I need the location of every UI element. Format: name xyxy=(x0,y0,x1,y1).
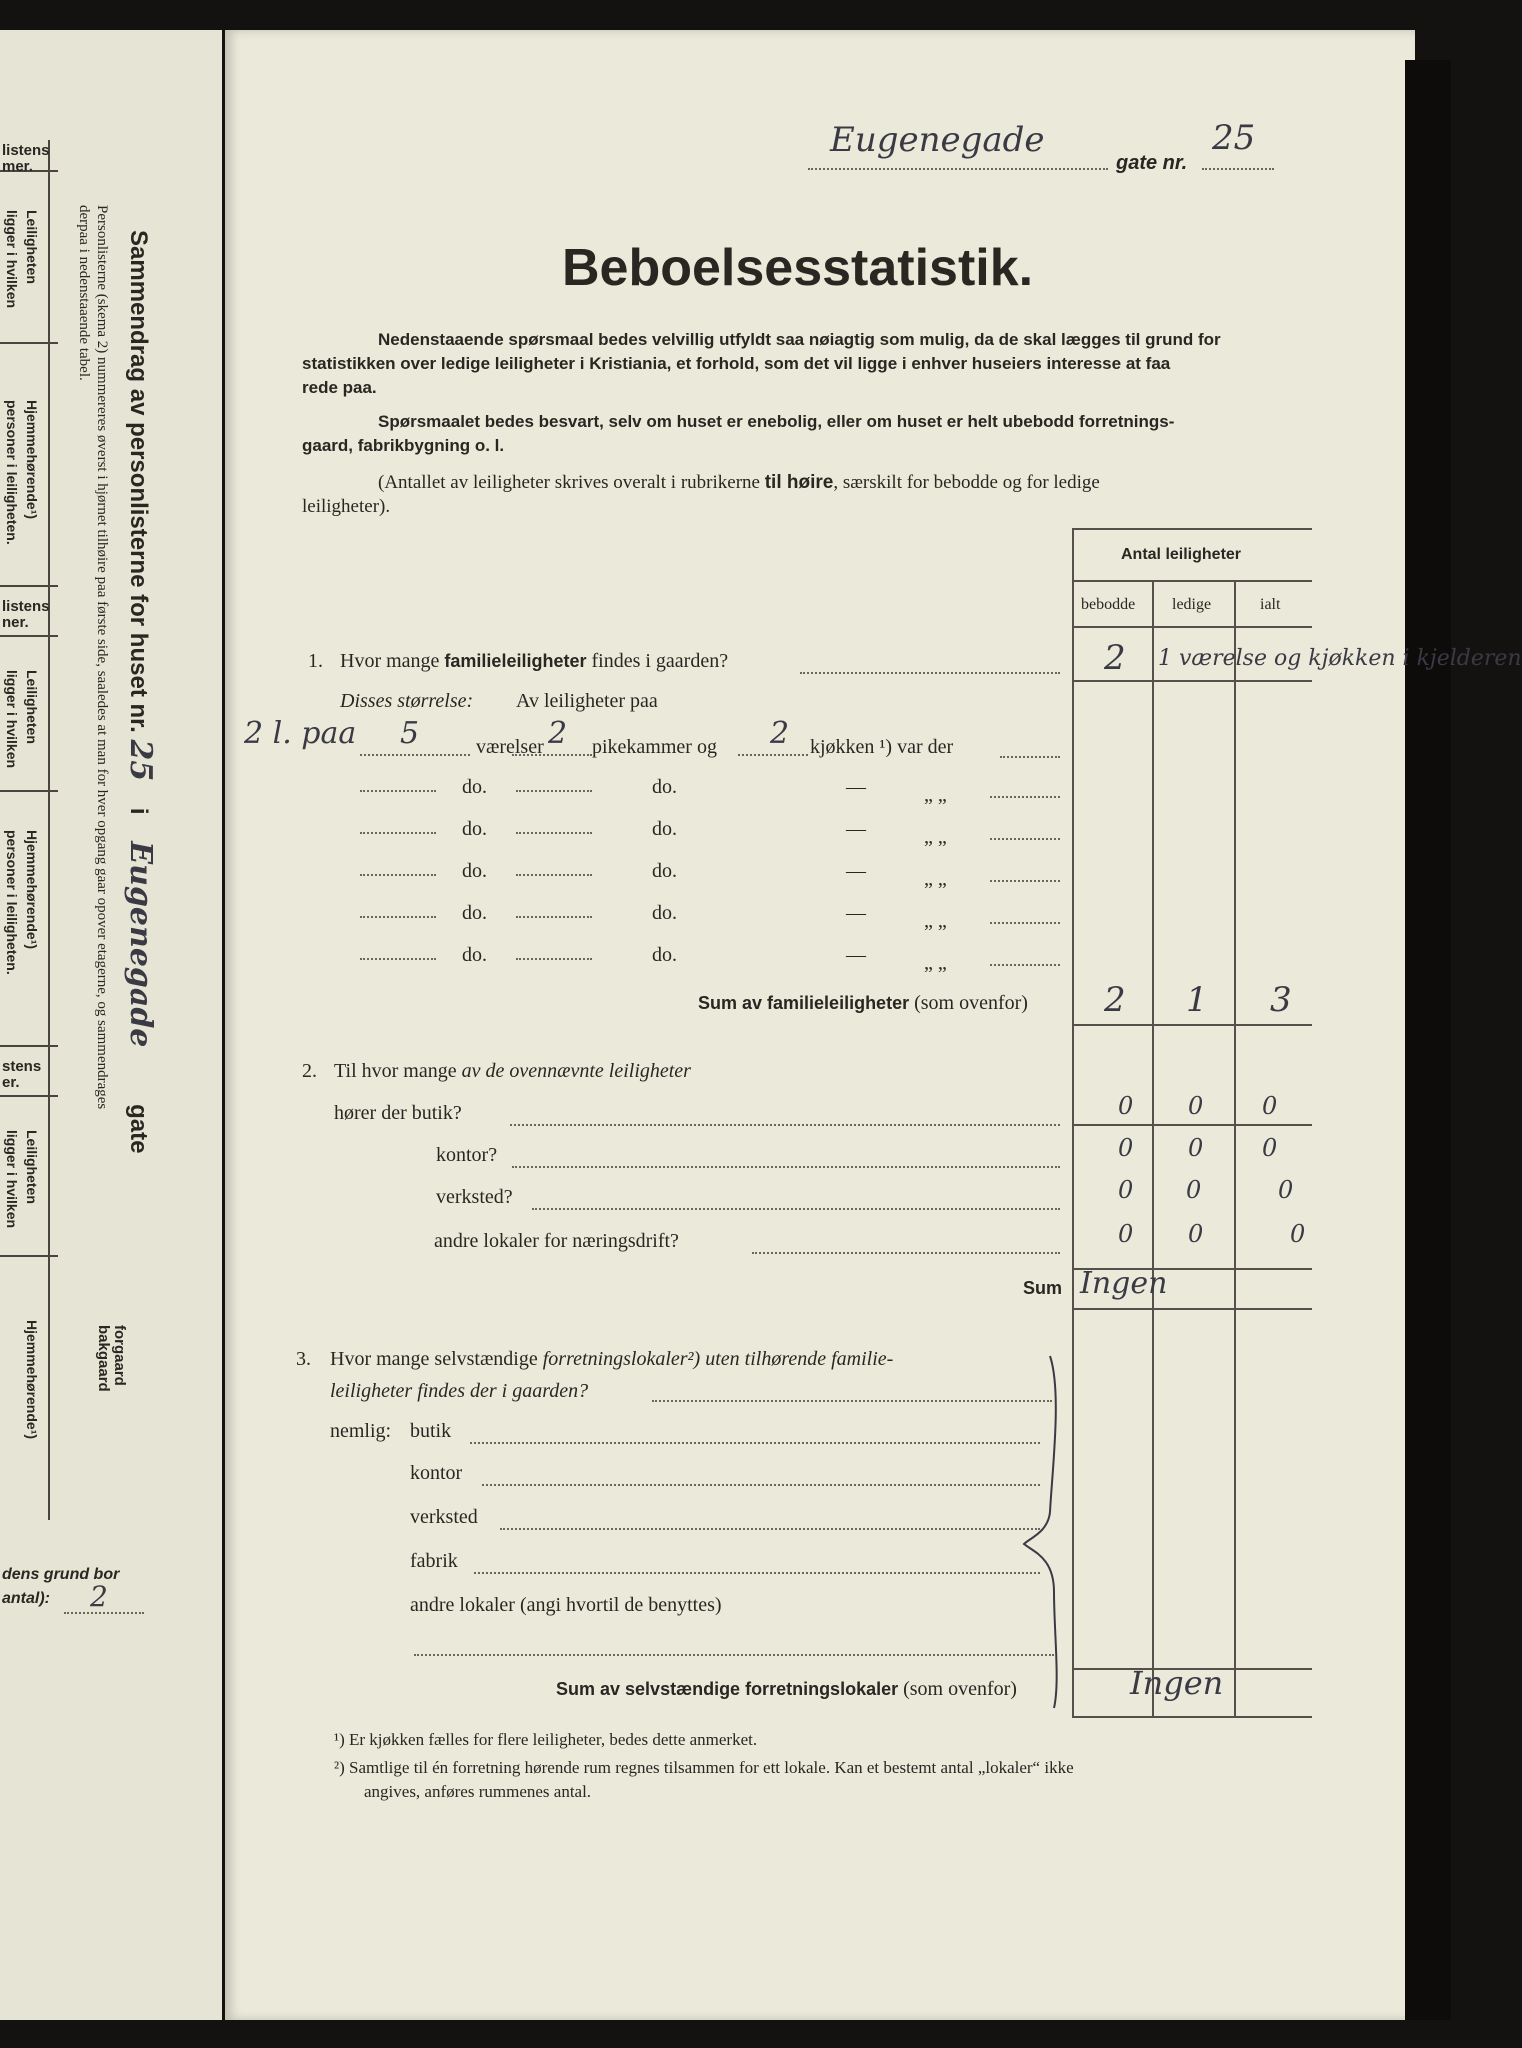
left-hline xyxy=(0,790,58,792)
left-col-label: Hjemmehørende¹) xyxy=(24,400,40,520)
q1-sum-bebodde: 2 xyxy=(1104,980,1126,1020)
q2-row-label: hører der butik? xyxy=(334,1102,462,1124)
left-col-label: personer i leiligheten. xyxy=(4,400,20,545)
left-col-heading: stens xyxy=(2,1058,42,1075)
q2-question xyxy=(334,1060,691,1083)
do-label: do. xyxy=(462,776,487,798)
do-row-dots xyxy=(360,874,436,876)
do-label: do. xyxy=(652,902,677,924)
q1-row1-rooms: 5 xyxy=(400,716,420,751)
q3-question xyxy=(330,1348,893,1371)
intro-line: gaard, fabrikbygning o. l. xyxy=(302,436,505,455)
left-hline xyxy=(0,1095,58,1097)
left-hline xyxy=(0,1045,58,1047)
q1-row1-dots xyxy=(738,754,808,756)
q1-row1-vaerelser: værelser xyxy=(476,736,544,758)
q1-row1-dots xyxy=(1000,756,1060,758)
q3-italic-text: forretningslokaler²) uten tilhørende familie- xyxy=(542,1348,894,1370)
table-row-line xyxy=(1072,1716,1312,1718)
spine-heading-number: 25 xyxy=(123,739,158,782)
left-col-label: ligger i hvilken xyxy=(4,210,20,309)
left-col-label: Hjemmehørende¹) xyxy=(24,830,40,950)
q1-number: 1. xyxy=(308,650,323,672)
page-edge-shadow xyxy=(1405,60,1451,2020)
q3-number: 3. xyxy=(296,1348,311,1370)
q2-row-value: 0 xyxy=(1290,1220,1306,1248)
q1-row1-kjokken-count: 2 xyxy=(770,716,790,751)
footnote: ¹) Er kjøkken fælles for flere leiligheter, bedes dette anmerket. xyxy=(334,1730,758,1749)
do-row-dots xyxy=(516,832,592,834)
spine-heading-street: Eugenegade xyxy=(123,841,158,1048)
gate-number-dots xyxy=(1202,168,1274,170)
intro-text: (Antallet av leiligheter skrives overalt i rubrikerne xyxy=(378,472,760,493)
q2-row-value: 0 xyxy=(1262,1092,1278,1120)
q2-number: 2. xyxy=(302,1060,317,1082)
q3-row-dots xyxy=(500,1528,1040,1530)
gate-number-handwritten: 25 xyxy=(1212,118,1256,158)
table-top-line xyxy=(1072,528,1312,530)
q1-size-label: Disses størrelse: xyxy=(340,690,474,712)
left-bottom-handwritten: 2 xyxy=(90,1580,108,1613)
q2-text: Til hvor mange xyxy=(334,1060,457,1082)
q1-sum-label: Sum av familieleiligheter xyxy=(698,993,910,1013)
q3-row-dots xyxy=(474,1572,1040,1574)
q1-row1-dots xyxy=(360,754,470,756)
footnote: angives, anføres rummenes antal. xyxy=(364,1782,592,1801)
q2-row-value: 0 xyxy=(1118,1176,1134,1204)
spine-heading xyxy=(123,230,158,1153)
q1-sum-ledige: 1 xyxy=(1186,980,1208,1020)
q3-nemlig: nemlig: xyxy=(330,1420,392,1442)
do-quote: „ „ xyxy=(924,826,947,848)
do-row-dots xyxy=(516,790,592,792)
do-row-dots xyxy=(516,958,592,960)
table-header-line xyxy=(1072,580,1312,582)
q2-sum-handwritten: Ingen xyxy=(1080,1266,1168,1301)
q3-row-label: verksted xyxy=(410,1506,478,1528)
q2-row-value: 0 xyxy=(1278,1176,1294,1204)
q3-row-label: kontor xyxy=(410,1462,463,1484)
do-dash: — xyxy=(846,902,866,924)
spine-bakgaard: bakgaard xyxy=(95,1325,112,1392)
table-col-line xyxy=(1152,580,1154,1718)
intro-line xyxy=(378,472,1100,494)
q2-row-value: 0 xyxy=(1188,1092,1204,1120)
left-col-heading: ner. xyxy=(2,614,29,631)
q1-row1-kjokken: kjøkken ¹) var der xyxy=(810,736,954,758)
do-label: do. xyxy=(652,776,677,798)
q3-sum-handwritten: Ingen xyxy=(1130,1664,1224,1702)
table-row-line xyxy=(1072,1308,1312,1310)
do-dash: — xyxy=(846,818,866,840)
do-label: do. xyxy=(462,860,487,882)
left-col-label: Leiligheten xyxy=(24,210,40,284)
do-row-dots xyxy=(990,838,1060,840)
left-page-fragment xyxy=(0,30,222,2020)
table-row-line xyxy=(1072,1124,1312,1126)
q1-answer-note: 1 værelse og kjøkken i kjelderen xyxy=(1158,646,1522,671)
street-dots xyxy=(808,168,1108,170)
left-col-label: ligger i hvilken xyxy=(4,1130,20,1229)
footnote: ²) Samtlige til én forretning hørende rum regnes tilsammen for ett lokale. Kan et bestemt antal „lokaler“ ikke xyxy=(334,1758,1074,1777)
intro-line: Nedenstaaende spørsmaal bedes velvillig utfyldt saa nøiagtig som mulig, da de skal lægges til grund for xyxy=(378,330,1221,349)
q2-row-dots xyxy=(752,1252,1060,1254)
do-label: do. xyxy=(652,818,677,840)
intro-line: leiligheter). xyxy=(302,496,391,517)
do-quote: „ „ xyxy=(924,784,947,806)
q1-text: findes i gaarden? xyxy=(591,650,729,672)
do-quote: „ „ xyxy=(924,952,947,974)
do-label: do. xyxy=(652,860,677,882)
q3-row-label: butik xyxy=(410,1420,452,1442)
q1-size-text: Av leiligheter paa xyxy=(516,690,658,712)
q2-row-value: 0 xyxy=(1188,1134,1204,1162)
intro-line: rede paa. xyxy=(302,378,377,397)
q2-row-value: 0 xyxy=(1118,1092,1134,1120)
do-label: do. xyxy=(462,944,487,966)
page-title: Beboelsesstatistik. xyxy=(562,239,1034,297)
do-row-dots xyxy=(360,958,436,960)
left-col-label: Leiligheten xyxy=(24,670,40,744)
do-label: do. xyxy=(462,818,487,840)
left-col-label: ligger i hvilken xyxy=(4,670,20,769)
do-row-dots xyxy=(990,922,1060,924)
table-title: Antal leiligheter xyxy=(1121,546,1242,563)
q1-row1-pikekammer: pikekammer og xyxy=(592,736,717,758)
do-row-dots xyxy=(990,964,1060,966)
q3-row-dots xyxy=(414,1654,1054,1656)
spine-subtext: derpaa i nedenstaaende tabel. xyxy=(76,205,92,381)
do-label: do. xyxy=(652,944,677,966)
q2-row-value: 0 xyxy=(1118,1220,1134,1248)
do-row-dots xyxy=(360,832,436,834)
left-rule xyxy=(48,140,50,1520)
do-row-dots xyxy=(516,874,592,876)
left-col-label: Hjemmehørende¹) xyxy=(24,1320,40,1440)
q2-italic-text: av de ovennævnte leiligheter xyxy=(461,1060,691,1082)
q2-row-dots xyxy=(510,1124,1060,1126)
do-row-dots xyxy=(990,880,1060,882)
spine-heading-i: i xyxy=(125,807,152,815)
left-bottom-text: antal): xyxy=(2,1590,50,1607)
spine-forgaard: forgaard xyxy=(111,1325,128,1386)
q3-dots xyxy=(652,1400,1052,1402)
spine-heading-gate: gate xyxy=(125,1104,152,1154)
q3-question-line2: leiligheter findes der i gaarden? xyxy=(330,1380,589,1402)
do-dash: — xyxy=(846,860,866,882)
table-row-line xyxy=(1072,680,1312,682)
table-col-line xyxy=(1234,580,1236,1718)
q3-sum-label: Sum av selvstændige forretningslokaler xyxy=(556,1679,899,1699)
do-dash: — xyxy=(846,776,866,798)
table-col-ialt: ialt xyxy=(1260,596,1281,613)
q1-dots xyxy=(800,672,1060,674)
do-row-dots xyxy=(990,796,1060,798)
q3-sum-rest: (som ovenfor) xyxy=(903,1678,1017,1700)
q1-sum-rest: (som ovenfor) xyxy=(914,992,1028,1014)
q3-row-dots xyxy=(470,1442,1040,1444)
q1-bebodde-value: 2 xyxy=(1104,638,1126,678)
do-row-dots xyxy=(360,790,436,792)
spine-heading-text: Sammendrag av personlisterne for huset nr. xyxy=(125,230,152,733)
gate-label: gate nr. xyxy=(1116,152,1188,174)
left-col-heading: listens xyxy=(2,142,50,159)
left-col-heading: listens xyxy=(2,598,50,615)
do-quote: „ „ xyxy=(924,868,947,890)
left-col-heading: er. xyxy=(2,1074,20,1091)
q2-row-dots xyxy=(532,1208,1060,1210)
do-quote: „ „ xyxy=(924,910,947,932)
left-hline xyxy=(0,342,58,344)
q2-sum-label: Sum xyxy=(1023,1278,1063,1298)
q2-row-value: 0 xyxy=(1188,1220,1204,1248)
q1-bold-text: familieleiligheter xyxy=(444,651,587,671)
do-row-dots xyxy=(516,916,592,918)
do-label: do. xyxy=(462,902,487,924)
intro-line: Spørsmaalet bedes besvart, selv om huset er enebolig, eller om huset er helt ubebodd forretnings- xyxy=(378,412,1175,431)
q2-row-label: kontor? xyxy=(436,1144,498,1166)
do-row-dots xyxy=(360,916,436,918)
left-hline xyxy=(0,1255,58,1257)
spine-subtext: Personlisterne (skema 2) nummereres øverst i hjørnet tilhøire paa første side, saaledes at man for hver opgang gaar opover etagerne, og sammendrages xyxy=(94,205,110,1110)
q1-question xyxy=(340,650,728,673)
q2-row-label: andre lokaler for næringsdrift? xyxy=(434,1230,679,1252)
table-row-line xyxy=(1072,1024,1312,1026)
brace-mark xyxy=(1014,1352,1074,1712)
intro-bold-text: til høire xyxy=(764,472,834,493)
q1-sum xyxy=(698,992,1028,1015)
left-bottom-text: dens grund bor xyxy=(2,1566,120,1583)
left-hline xyxy=(0,635,58,637)
left-col-label: personer i leiligheten. xyxy=(4,830,20,975)
q3-text: Hvor mange selvstændige xyxy=(330,1348,538,1370)
left-bottom-dots xyxy=(64,1612,144,1614)
q3-row-dots xyxy=(482,1484,1040,1486)
q1-row1-prefix: 2 l. paa xyxy=(244,716,357,751)
q3-row-label: andre lokaler (angi hvortil de benyttes) xyxy=(410,1594,722,1616)
q2-row-value: 0 xyxy=(1262,1134,1278,1162)
q1-row1-dots xyxy=(512,754,592,756)
q1-text: Hvor mange xyxy=(340,650,440,672)
q2-row-value: 0 xyxy=(1118,1134,1134,1162)
do-dash: — xyxy=(846,944,866,966)
q1-row1-pike: 2 xyxy=(548,716,568,751)
left-col-heading: mer. xyxy=(2,158,33,175)
table-col-ledige: ledige xyxy=(1172,596,1212,613)
q2-row-dots xyxy=(512,1166,1060,1168)
street-handwritten: Eugenegade xyxy=(830,120,1045,160)
q1-sum-ialt: 3 xyxy=(1270,980,1292,1020)
q3-sum xyxy=(556,1678,1017,1701)
table-col-bebodde: bebodde xyxy=(1081,596,1136,613)
intro-text: , særskilt for bebodde og for ledige xyxy=(833,472,1100,493)
left-hline xyxy=(0,585,58,587)
q2-row-label: verksted? xyxy=(436,1186,513,1208)
q3-row-label: fabrik xyxy=(410,1550,458,1572)
intro-line: statistikken over ledige leiligheter i Kristiania, et forhold, som det vil ligge i enhver huseiers interesse at faa xyxy=(302,354,1171,373)
table-header-line xyxy=(1072,626,1312,628)
left-col-label: Leiligheten xyxy=(24,1130,40,1204)
q2-row-value: 0 xyxy=(1186,1176,1202,1204)
